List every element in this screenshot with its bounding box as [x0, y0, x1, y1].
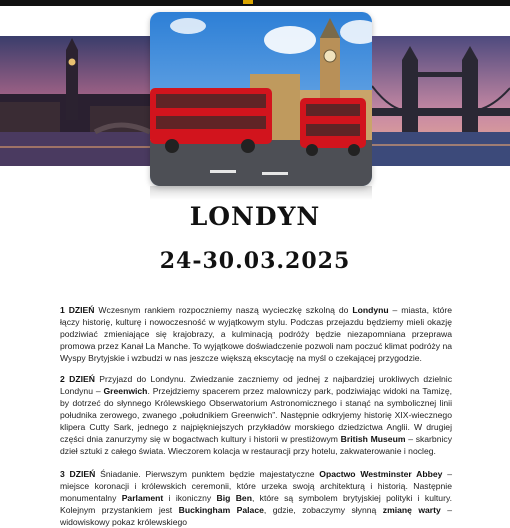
day-2-label: 2 DZIEŃ — [60, 373, 95, 384]
photo-tower-bridge — [372, 36, 510, 166]
photo-red-buses-big-ben — [150, 12, 372, 186]
photo-big-ben-dusk — [0, 36, 150, 166]
photo-reflection — [150, 186, 372, 200]
top-bar-accent — [243, 0, 253, 4]
day-3-paragraph: 3 DZIEŃ Śniadanie. Pierwszym punktem będzie majestatyczne Opactwo Westminster Abbey – miejsce koronacji i królewskich ceremonii, które urzeka swoją architekturą i historią. Następnie monumentalny Parlament i ikoniczny Big Ben, które są symbolem brytyjskiej polityki i kultury. Kolejnym przystankiem jest Buckingham Palace, gdzie, zobaczymy słynną zmianę warty – widowiskowy pokaz królewskiego — [60, 468, 452, 527]
day-1-paragraph: 1 DZIEŃ Wczesnym rankiem rozpoczniemy naszą wycieczkę szkolną do Londynu – miasta, które łączy historię, kulturę i nowoczesność w wyjątkowym stylu. Podczas przejazdu będziemy mieli okazję podziwiać zmieniające się krajobrazy, a kulminacją podróży będzie niezapomniana przeprawa promowa przez Kanał La Manche. To wyjątkowe doświadczenie pozwoli nam poczuć klimat podróży na Wyspy Brytyjskie i wzbudzi w nas jeszcze większą ekscytację na myśl o czekającej przygodzie. — [60, 304, 453, 363]
day-2-paragraph: 2 DZIEŃ Przyjazd do Londynu. Zwiedzanie zaczniemy od jednej z najbardziej urokliwych dzielnic Londynu – Greenwich. Przejdziemy spacerem przez malowniczy park, podziwiając widoki na Tamizę, by dotrzeć do słynnego Królewskiego Obserwatorium Astronomicznego i stanąć na symbolicznej linii południka zerowego, zwanego „południkiem Greenwich”. Następnie odkryjemy historię XIX-wiecznego klipera Cutty Sark, jednego z najpiękniejszych przykładów morskiego dziedzictwa Anglii. W drugiej części dnia zanurzymy się w bogactwach kultury i historii w prestiżowym British Museum – skarbnicy dzieł sztuki z całego świata. Wieczorem kolacja w restauracji przy hotelu, zakwaterowanie i nocleg. — [60, 373, 452, 456]
top-bar — [0, 0, 510, 6]
day-1-label: 1 DZIEŃ — [60, 304, 95, 315]
trip-dates: 24-30.03.2025 — [159, 248, 351, 274]
city-title: LONDYN — [189, 202, 321, 231]
day-3-label: 3 DZIEŃ — [60, 468, 96, 479]
